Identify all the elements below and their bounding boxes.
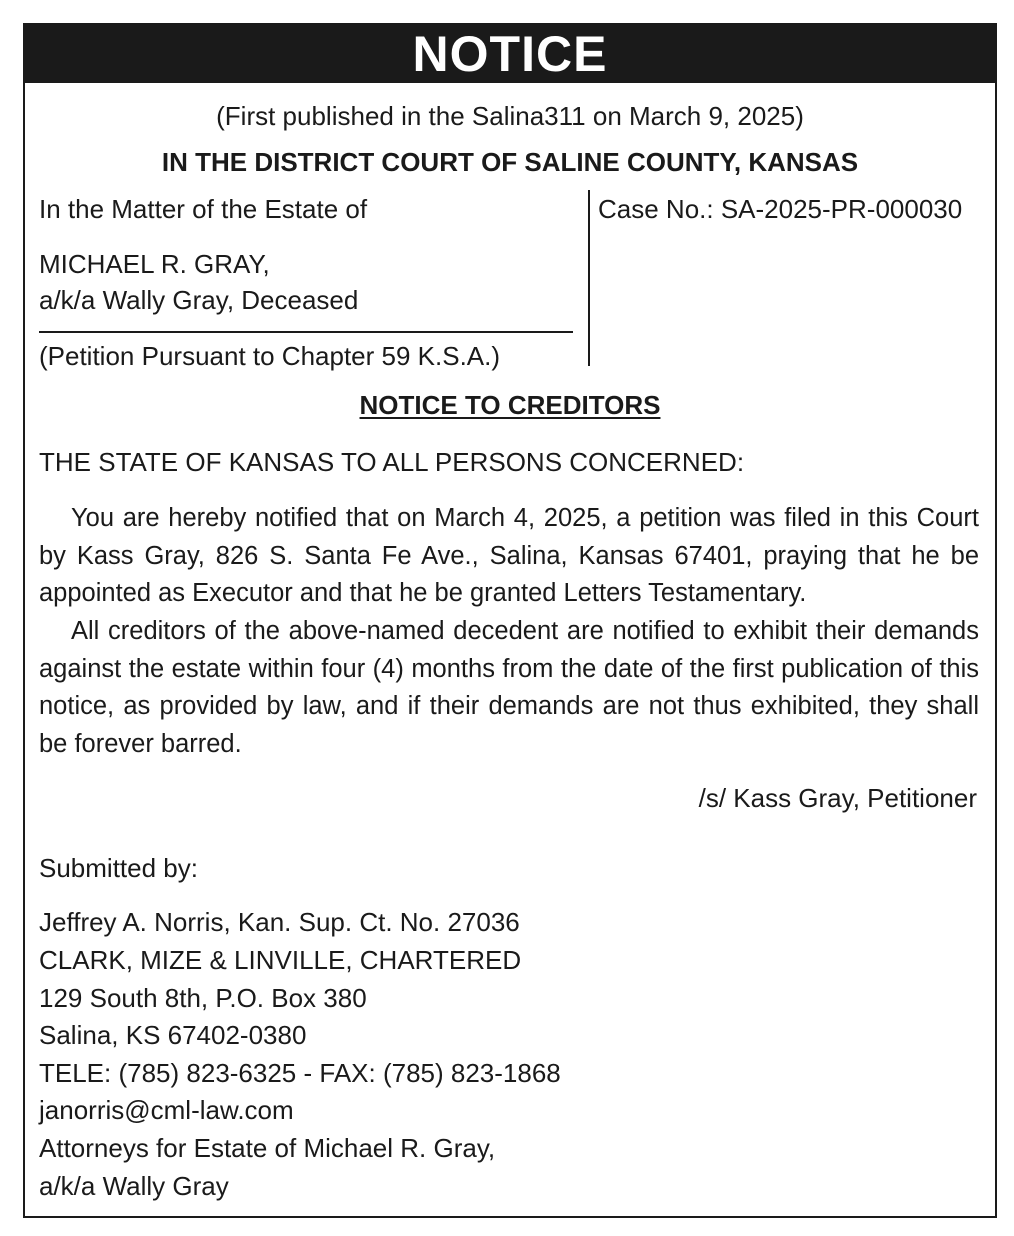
paragraph-creditors-text: All creditors of the above-named decedent are notified to exhibit their demands against the estate within four (4) months from the date of the first publication of this notice, as provided by law, and if their demands are not thus exhibited, they shall be forever barred. bbox=[39, 617, 979, 758]
attorney-line-3: 129 South 8th, P.O. Box 380 bbox=[39, 983, 367, 1013]
caption-matter: In the Matter of the Estate of bbox=[39, 194, 368, 224]
attorney-line-1: Jeffrey A. Norris, Kan. Sup. Ct. No. 27036 bbox=[39, 907, 520, 937]
signature: /s/ Kass Gray, Petitioner bbox=[698, 783, 977, 813]
case-number: Case No.: SA-2025-PR-000030 bbox=[598, 194, 963, 224]
attorney-email[interactable]: janorris@cml-law.com bbox=[39, 1095, 294, 1125]
caption-aka: a/k/a Wally Gray, Deceased bbox=[39, 285, 359, 315]
court-title: IN THE DISTRICT COURT OF SALINE COUNTY, KANSAS bbox=[161, 147, 859, 177]
caption-divider bbox=[588, 190, 590, 366]
caption-name: MICHAEL R. GRAY, bbox=[39, 249, 270, 279]
attorney-line-5: TELE: (785) 823-6325 - FAX: (785) 823-1868 bbox=[39, 1058, 561, 1088]
paragraph-creditors bbox=[39, 613, 979, 763]
paragraph-petition bbox=[39, 500, 979, 613]
paragraph-petition-text: You are hereby notified that on March 4, 2025, a petition was filed in this Court by Kass Gray, 826 S. Santa Fe Ave., Salina, Kansas 67401, praying that he be appointed as Executor and that he be granted Letters Testamentary. bbox=[39, 504, 979, 607]
notice-heading-text: NOTICE TO CREDITORS bbox=[359, 390, 661, 420]
notice-heading bbox=[25, 389, 995, 421]
salutation: THE STATE OF KANSAS TO ALL PERSONS CONCERNED: bbox=[39, 447, 745, 477]
caption-underline bbox=[39, 331, 573, 333]
attorney-line-4: Salina, KS 67402-0380 bbox=[39, 1020, 307, 1050]
attorney-line-2: CLARK, MIZE & LINVILLE, CHARTERED bbox=[39, 945, 522, 975]
caption-petition: (Petition Pursuant to Chapter 59 K.S.A.) bbox=[39, 341, 501, 371]
first-published-line: (First published in the Salina311 on March 9, 2025) bbox=[216, 101, 804, 131]
notice-frame bbox=[23, 23, 997, 1218]
submitted-by: Submitted by: bbox=[39, 853, 198, 883]
notice-banner: NOTICE bbox=[25, 25, 995, 83]
attorney-line-7: Attorneys for Estate of Michael R. Gray, bbox=[39, 1133, 496, 1163]
attorney-line-8: a/k/a Wally Gray bbox=[39, 1171, 229, 1201]
